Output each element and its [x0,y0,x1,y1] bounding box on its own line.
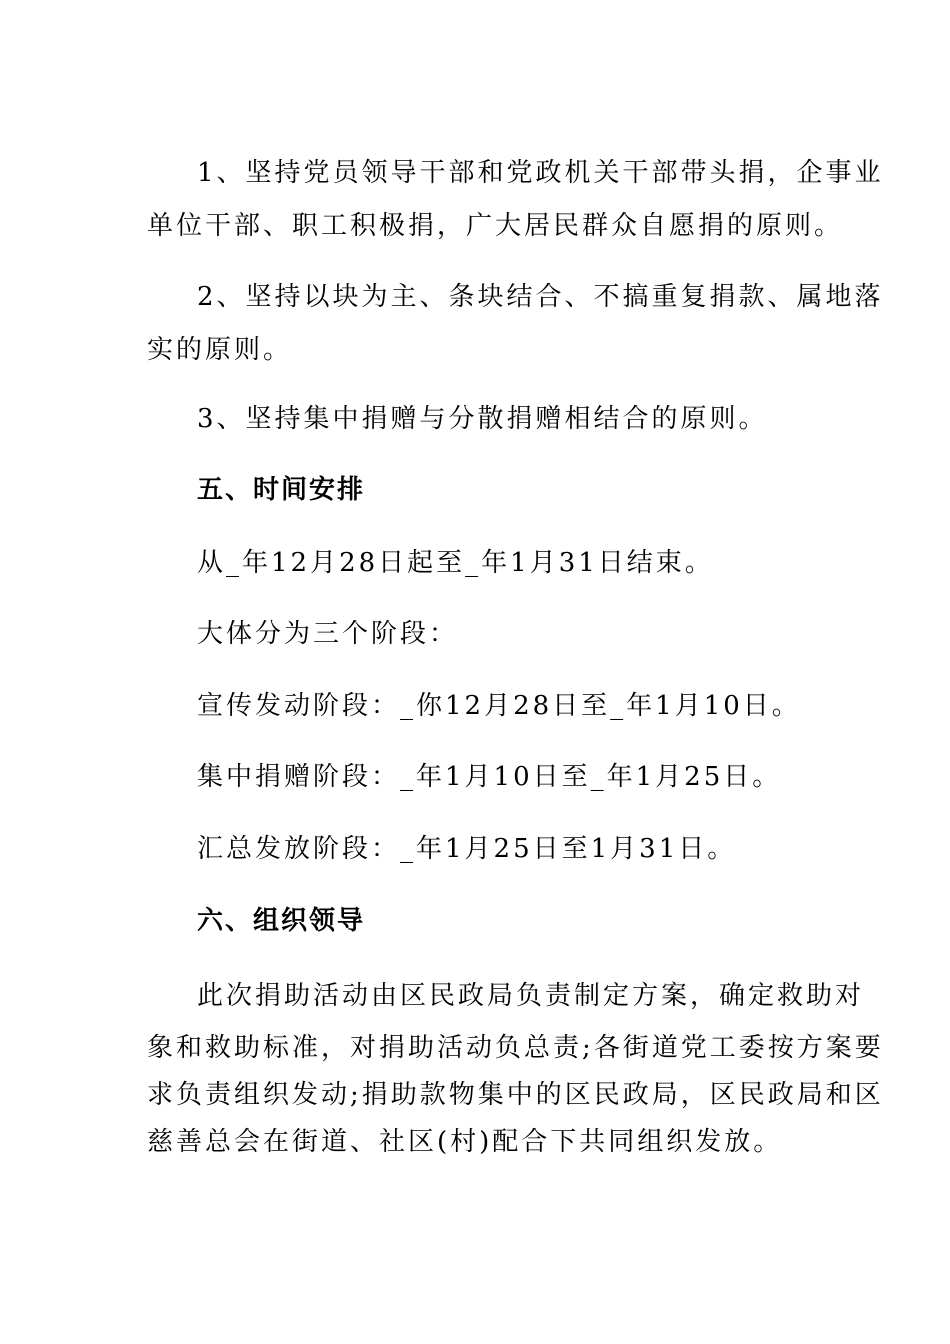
stage-distribution: 汇总发放阶段：_年1月25日至1月31日。 [197,834,737,864]
principle-1-line-2: 单位干部、职工积极捐，广大居民群众自愿捐的原则。 [147,211,844,241]
stage-publicity: 宣传发动阶段：_你12月28日至_年1月10日。 [197,691,801,721]
principle-2-line-2: 实的原则。 [147,335,293,365]
stage-collection: 集中捐赠阶段：_年1月10日至_年1月25日。 [197,762,782,792]
organization-line-3: 求负责组织发动;捐助款物集中的区民政局，区民政局和区 [147,1080,884,1110]
principle-3: 3、坚持集中捐赠与分散捐赠相结合的原则。 [197,404,768,434]
organization-line-1: 此次捐助活动由区民政局负责制定方案，确定救助对 [197,981,865,1011]
section-heading-organization: 六、组织领导 [197,906,366,936]
principle-1-line-1: 1、坚持党员领导干部和党政机关干部带头捐，企事业 [197,158,884,188]
schedule-period: 从_年12月28日起至_年1月31日结束。 [197,548,714,578]
section-heading-schedule: 五、时间安排 [197,475,366,505]
organization-line-2: 象和救助标准，对捐助活动负总责;各街道党工委按方案要 [147,1033,884,1063]
organization-line-4: 慈善总会在街道、社区(村)配合下共同组织发放。 [147,1127,783,1157]
principle-2-line-1: 2、坚持以块为主、条块结合、不搞重复捐款、属地落 [197,282,884,312]
schedule-stages-intro: 大体分为三个阶段： [197,619,459,649]
